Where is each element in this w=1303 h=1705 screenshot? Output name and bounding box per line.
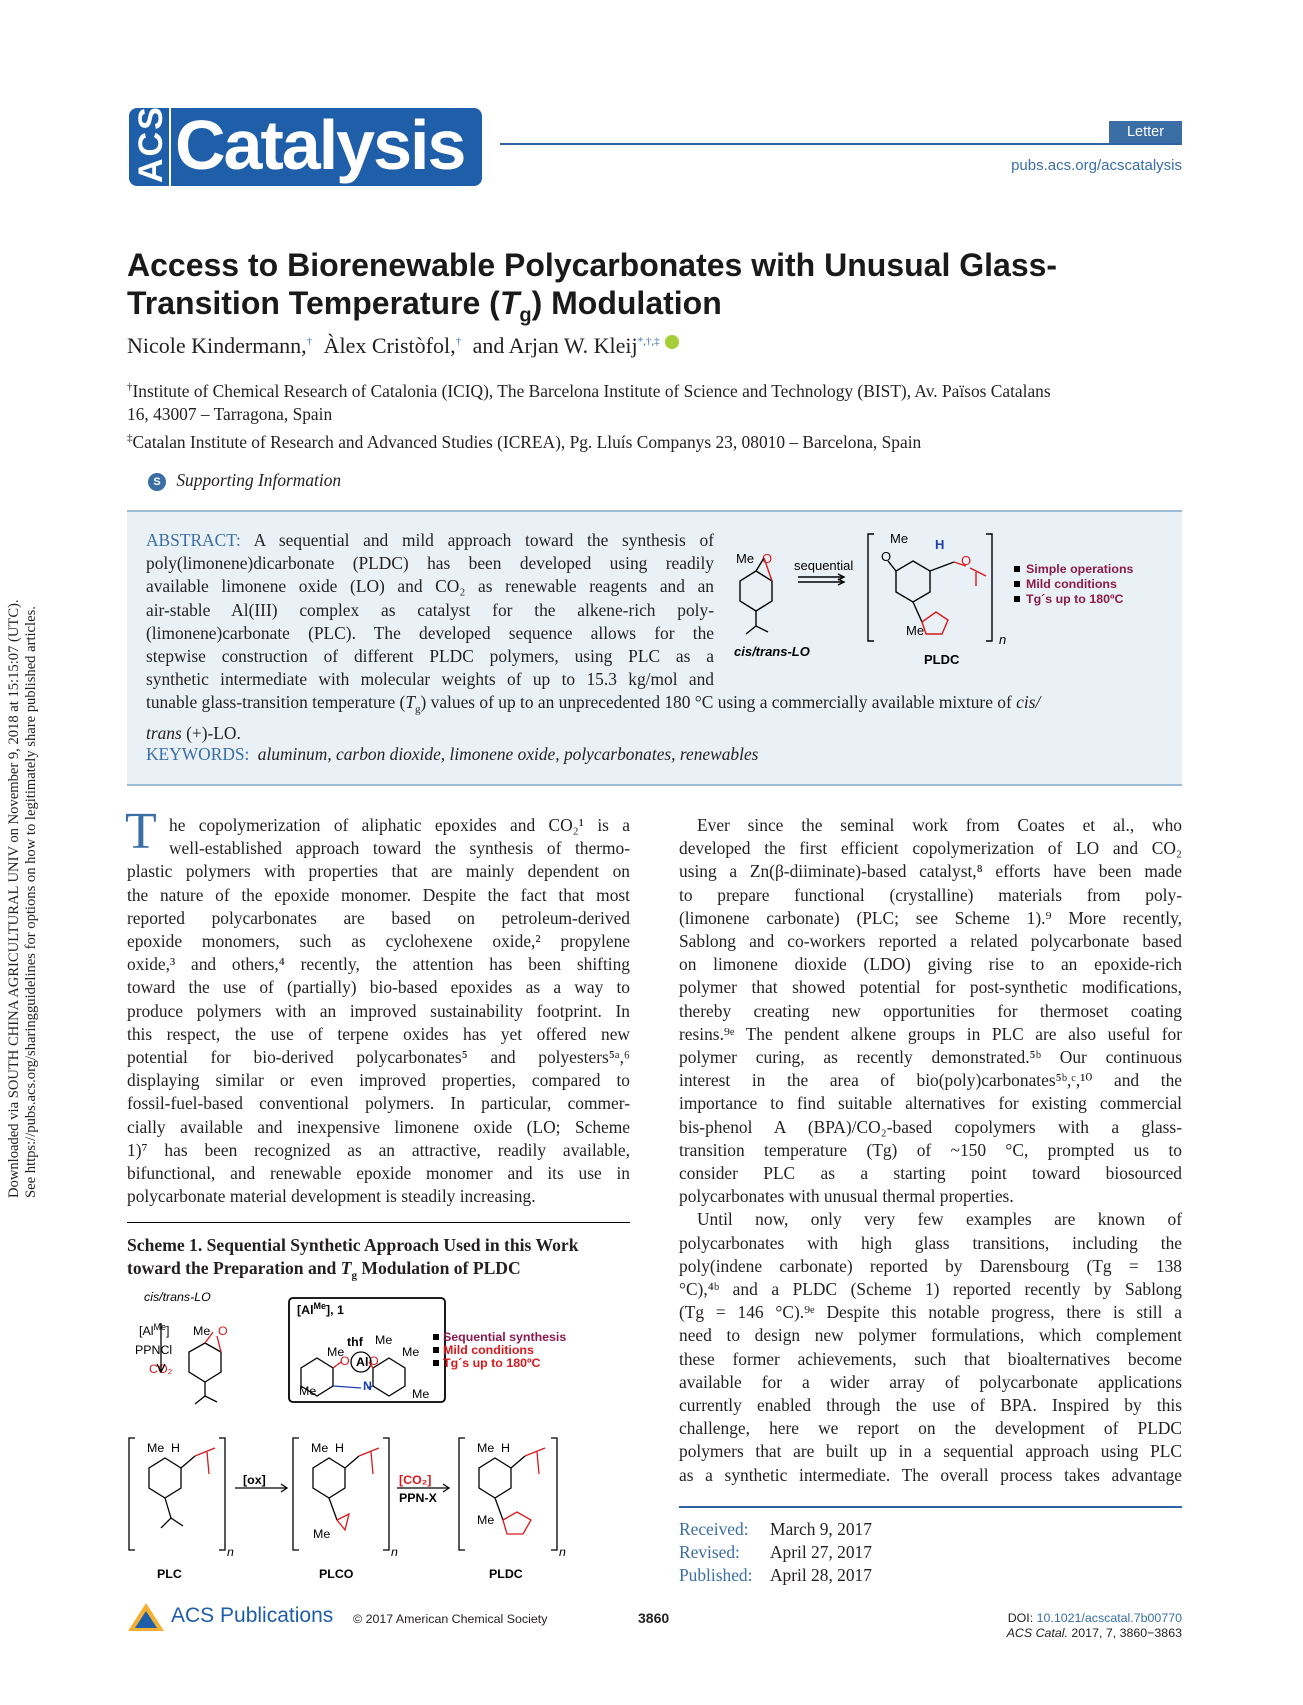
orcid-icon[interactable]: [665, 335, 679, 349]
svg-text:n: n: [391, 1545, 398, 1559]
supporting-info-link[interactable]: S Supporting Information: [148, 470, 341, 491]
scheme-label: PLC: [157, 1567, 182, 1581]
svg-text:N: N: [363, 1379, 372, 1393]
svg-text:Me: Me: [313, 1527, 331, 1541]
toc-bullet: Simple operations: [1026, 562, 1134, 576]
keywords-list: aluminum, carbon dioxide, limonene oxide, polycarbonates, renewables: [257, 744, 759, 764]
acs-publications-icon: [127, 1602, 165, 1632]
body-left-text: he copolymerization of aliphatic epoxides and CO₂¹ is a well-established approach toward the synthesis of thermo- plastic polymers with properties that are mainly dependent on the nature of the epoxide monomer. Despite the fact that most reported polycarbonates are based on petroleum-derived epoxide monomers, such as cyclohexene oxide,² propylene oxide,³ and others,⁴ recently, the attention has been shifting toward the use of (partially) bio-based epoxides as a way to produce polymers with an improved sustainability footprint. In this respect, the use of terpene oxides has yet offered new potential for bio-derived polycarbonates⁵ and polyesters⁵ᵃ,⁶ displaying similar or even improved properties, compared to fossil-fuel-based conventional polymers. In particular, commer- cially available and inexpensive limonene oxide (LO; Scheme 1)⁷ has been recognized as an attractive, readily available, bifunctional, and renewable epoxide monomer and its use in polycarbonate material development is steadily increasing.: [127, 815, 630, 1207]
scheme-bullet: Tg´s up to 180ºC: [443, 1356, 541, 1370]
svg-text:Al: Al: [356, 1355, 369, 1369]
svg-text:Me: Me: [477, 1513, 495, 1527]
drop-cap: T: [125, 803, 157, 860]
dates-rule: [679, 1506, 1182, 1508]
download-notice-line2: See https://pubs.acs.org/sharingguidelines for options on how to legitimately share published articles.: [23, 606, 39, 1198]
journal-logo[interactable]: [129, 105, 482, 186]
svg-text:PPN-X: PPN-X: [399, 1491, 437, 1505]
title-line-1: Access to Biorenewable Polycarbonates with Unusual Glass-: [127, 247, 1058, 283]
svg-text:Me: Me: [412, 1387, 430, 1401]
svg-text:[ox]: [ox]: [243, 1473, 266, 1487]
scheme-caption: Scheme 1. Sequential Synthetic Approach Used in this Work toward the Preparation and $T_g$ Modulation of PLDC: [127, 1235, 579, 1282]
svg-text:cis/trans-LO: cis/trans-LO: [144, 1290, 211, 1304]
header-rule: [500, 143, 1182, 145]
keywords-label: KEYWORDS:: [146, 744, 250, 764]
publication-dates: [679, 1518, 872, 1588]
svg-text:O: O: [762, 551, 773, 566]
svg-text:PPNCl: PPNCl: [135, 1343, 173, 1357]
svg-text:Me: Me: [402, 1345, 420, 1359]
scheme-graphic: [127, 1288, 632, 1588]
author-name[interactable]: Nicole Kindermann,: [127, 333, 307, 358]
toc-bullet: Tg´s up to 180ºC: [1026, 592, 1124, 606]
date-received: Received: March 9, 2017: [679, 1519, 872, 1539]
abstract-text: ABSTRACT: A sequential and mild approach toward the synthesis of poly(limonene)dicarbonate (PLDC) has been developed using readily available limonene oxide (LO) and CO₂ as renewable reagents and an air-stable Al(III) complex as catalyst for the alkene-rich poly- (limonene)carbonate (PLC). The developed sequence allows for the stepwise construction of different PLDC polymers, using PLC as a synthetic intermediate with molecular weights of up to 15.3 kg/mol and: [146, 530, 714, 690]
svg-text:thf: thf: [347, 1335, 363, 1349]
download-notice-line1: Downloaded via SOUTH CHINA AGRICULTURAL UNIV on November 9, 2018 at 15:15:07 (UTC).: [6, 599, 22, 1198]
affiliation-1: †Institute of Chemical Research of Catalonia (ICIQ), The Barcelona Institute of Science and Technology (BIST), Av. Països Catalans 16, 43007 – Tarragona, Spain: [127, 381, 1051, 424]
author-name[interactable]: and Arjan W. Kleij: [472, 333, 638, 358]
supporting-info-icon: S: [148, 473, 166, 491]
svg-text:CO₂: CO₂: [149, 1362, 173, 1376]
keywords: [146, 743, 758, 766]
svg-text:H: H: [501, 1441, 510, 1455]
svg-text:[AlMe], 1: $[Al^{Me}]$, 1: [297, 1301, 344, 1317]
svg-text:n: n: [999, 632, 1007, 647]
svg-text:[AlMe]: $[Al^{Me}]$: [139, 1322, 170, 1338]
svg-text:n: n: [227, 1545, 234, 1559]
svg-text:Me: Me: [906, 623, 925, 638]
journal-url[interactable]: pubs.acs.org/acscatalysis: [1011, 157, 1182, 174]
svg-text:Me: Me: [147, 1441, 165, 1455]
svg-text:O: O: [961, 553, 972, 568]
svg-text:O: O: [369, 1354, 379, 1368]
author-list: Nicole Kindermann,† Àlex Cristòfol,† and Arjan W. Kleij*,†,‡: [127, 333, 679, 359]
abstract-label: ABSTRACT:: [146, 530, 241, 550]
scheme-bullet: Mild conditions: [443, 1343, 534, 1357]
toc-graphic: [728, 526, 1174, 676]
svg-text:Me: Me: [890, 531, 909, 546]
doi-link[interactable]: 10.1021/acscatal.7b00770: [1036, 1611, 1182, 1625]
date-revised: Revised: April 27, 2017: [679, 1542, 872, 1563]
svg-text:Me: Me: [375, 1333, 393, 1347]
svg-text:Me: Me: [477, 1441, 495, 1455]
toc-bullet: Mild conditions: [1026, 577, 1117, 591]
date-published: Published: April 28, 2017: [679, 1565, 872, 1586]
scheme-bullet: Sequential synthesis: [443, 1330, 567, 1344]
svg-text:O: O: [881, 549, 892, 564]
scheme-label: PLDC: [489, 1567, 523, 1581]
download-notice: [0, 520, 39, 1220]
article-title: [127, 246, 1057, 334]
copyright: © 2017 American Chemical Society: [353, 1612, 548, 1626]
svg-text:cis/trans-LO: cis/trans-LO: [734, 644, 810, 659]
scheme-rule: [127, 1222, 630, 1223]
svg-text:sequential: sequential: [794, 558, 854, 573]
svg-text:[CO₂]: [CO₂]: [399, 1473, 432, 1487]
svg-text:H: H: [935, 537, 945, 552]
scheme-label: PLCO: [319, 1567, 354, 1581]
body-right-text: Ever since the seminal work from Coates et al., who developed the first efficient copolymerization of LO and CO₂ using a Zn(β-diiminate)-based catalyst,⁸ efforts have been made to prepare functional (crystalline) materials from poly- (limonene carbonate) (PLC; see Scheme 1).⁹ More recently, Sablong and co-workers reported a related polycarbonate based on limonene dioxide (LDO) giving rise to an epoxide-rich polymer that showed potential for post-synthetic modifications, thereby creating new opportunities for thermoset coating resins.⁹ᵉ The pendent alkene groups in PLC are also useful for polymer curing, as recently demonstrated.⁵ᵇ Our continuous interest in the area of bio(poly)carbonates⁵ᵇ,ᶜ,¹⁰ and the importance to find suitable alternatives for existing commercial bis-phenol A (BPA)/CO₂-based copolymers with a glass- transition temperature (Tg) of ~150 °C, prompted us to consider PLC as a starting point toward biosourced polycarbonates with unusual thermal properties. Until now, only very few examples are known of polycarbonates with high glass transitions, including the poly(indene carbonate) reported by Darensbourg (Tg = 138 °C),⁴ᵇ and a PLDC (Scheme 1) reported recently by Sablong (Tg = 146 °C).⁹ᵉ Despite this notable progress, there is still a need to design new polymer formulations, which complement these former achievements, such that bioalternatives become available for a wider array of polycarbonate applications currently enabled through the use of BPA. Inspired by this challenge, here we report on the development of PLDC polymers that are built up in a sequential approach using PLC as a synthetic intermediate. The overall process takes advantage: [679, 815, 1182, 1485]
svg-text:Me: Me: [736, 551, 755, 566]
svg-text:H: H: [335, 1441, 344, 1455]
article-type-badge: Letter: [1109, 121, 1182, 143]
svg-text:O: O: [340, 1354, 350, 1368]
affiliation-2: ‡Catalan Institute of Research and Advanced Studies (ICREA), Pg. Lluís Companys 23, 08010 – Barcelona, Spain: [127, 432, 922, 452]
doi: DOI: 10.1021/acscatal.7b00770: [1007, 1611, 1182, 1625]
svg-text:PLDC: PLDC: [924, 652, 960, 667]
author-name[interactable]: Àlex Cristòfol,: [323, 333, 456, 358]
abstract-text-full: tunable glass-transition temperature $(T_g)$ values of up to an unprecedented 180 °C using a commercially available mixture of cis/ trans (+)-LO.: [146, 692, 1041, 743]
svg-text:n: n: [559, 1545, 566, 1559]
svg-text:Me: Me: [299, 1384, 317, 1398]
svg-text:Me: Me: [311, 1441, 329, 1455]
journal-name: Catalysis: [175, 106, 465, 184]
svg-text:Me: Me: [193, 1324, 211, 1338]
page-number: 3860: [638, 1610, 670, 1626]
acs-logo-mark: ACS: [129, 108, 171, 186]
citation: ACS Catal. 2017, 7, 3860−3863: [1006, 1626, 1182, 1640]
svg-text:O: O: [218, 1324, 228, 1338]
title-line-2: Transition Temperature $(T_g)$ Modulation: [127, 285, 722, 327]
svg-text:Me: Me: [327, 1345, 345, 1359]
svg-text:H: H: [171, 1441, 180, 1455]
